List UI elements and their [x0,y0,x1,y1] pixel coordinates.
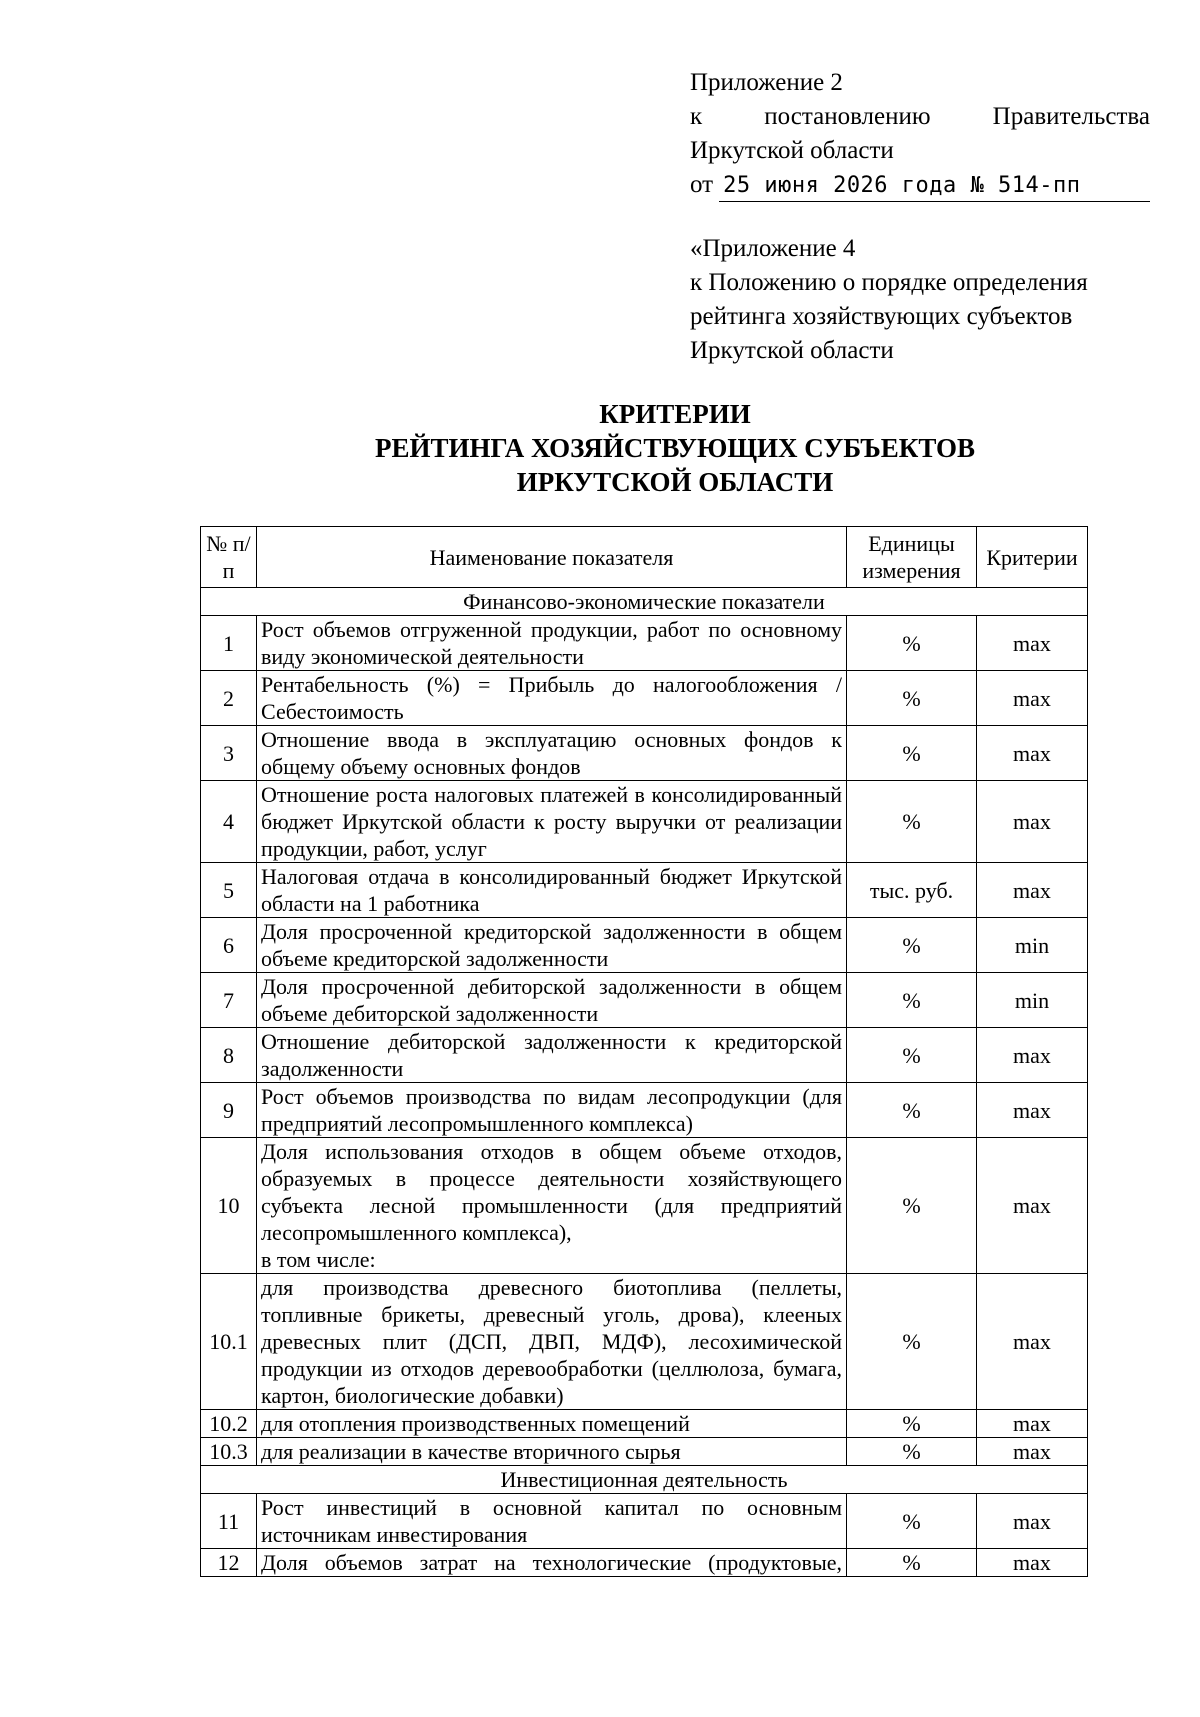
section-row [201,588,1088,616]
row-unit: % [847,671,977,726]
title-line-3: ИРКУТСКОЙ ОБЛАСТИ [516,467,834,497]
row-criterion: max [977,1494,1088,1549]
row-number: 2 [201,671,257,726]
header-indicator-name: Наименование показателя [257,527,847,588]
row-criterion: min [977,973,1088,1028]
row-unit: % [847,1410,977,1438]
row-number: 1 [201,616,257,671]
row-indicator: Отношение дебиторской задолженности к кредиторской задолженности [257,1028,847,1083]
row-number: 8 [201,1028,257,1083]
table-row [201,1274,1088,1410]
table-row [201,863,1088,918]
reference-line-2: к Положению о порядке определения [690,269,1088,296]
row-number: 10 [201,1138,257,1274]
row-criterion: max [977,1274,1088,1410]
row-indicator: Доля объемов затрат на технологические (продуктовые, [257,1549,847,1577]
annex-title: Приложение 2 [690,69,843,96]
row-number: 6 [201,918,257,973]
row-indicator: Доля просроченной кредиторской задолженности в общем объеме кредиторской задолженности [257,918,847,973]
table-row [201,1138,1088,1274]
row-criterion: max [977,1138,1088,1274]
row-unit: % [847,616,977,671]
annex-date-number: 25 июня 2026 года № 514-пп [719,171,1150,202]
row-criterion: max [977,781,1088,863]
row-unit: % [847,1494,977,1549]
row-criterion: max [977,1549,1088,1577]
table-row [201,1083,1088,1138]
row-indicator: для производства древесного биотоплива (пеллеты, топливные брикеты, древесный уголь, дрова), клееных древесных плит (ДСП, ДВП, МДФ), лесохимической продукции из отходов деревообработки (целлюлоза, бумага, картон, биологические добавки) [257,1274,847,1410]
table-row [201,1438,1088,1466]
row-indicator: Отношение роста налоговых платежей в консолидированный бюджет Иркутской области к росту выручки от реализации продукции, работ, услуг [257,781,847,863]
annex-from-label: от [690,171,714,198]
annex-decree-line [690,100,1150,134]
reference-line-1: «Приложение 4 [690,235,856,262]
row-unit: % [847,1138,977,1274]
table-row [201,1028,1088,1083]
section-title: Инвестиционная деятельность [201,1466,1088,1494]
row-number: 10.2 [201,1410,257,1438]
row-indicator-tail: в том числе: [261,1247,376,1272]
row-indicator [257,1138,847,1274]
row-criterion: max [977,616,1088,671]
row-indicator: Доля просроченной дебиторской задолженности в общем объеме дебиторской задолженности [257,973,847,1028]
row-indicator: Рост инвестиций в основной капитал по основным источникам инвестирования [257,1494,847,1549]
row-unit: % [847,726,977,781]
annex-government: Правительства [992,103,1150,130]
table-row [201,918,1088,973]
row-unit: % [847,1274,977,1410]
row-criterion: max [977,671,1088,726]
table-row [201,1549,1088,1577]
row-number: 9 [201,1083,257,1138]
row-criterion: max [977,1410,1088,1438]
table-row [201,616,1088,671]
row-indicator: Отношение ввода в эксплуатацию основных фондов к общему объему основных фондов [257,726,847,781]
row-unit: % [847,918,977,973]
row-number: 7 [201,973,257,1028]
row-criterion: max [977,863,1088,918]
title-line-2: РЕЙТИНГА ХОЗЯЙСТВУЮЩИХ СУБЪЕКТОВ [375,433,975,463]
row-unit: % [847,1028,977,1083]
row-criterion: min [977,918,1088,973]
row-number: 10.1 [201,1274,257,1410]
row-criterion: max [977,726,1088,781]
row-criterion: max [977,1083,1088,1138]
table-header-row [201,527,1088,588]
document-title [0,397,1200,499]
row-number: 10.3 [201,1438,257,1466]
reference-line-4: Иркутской области [690,337,894,364]
row-indicator: для реализации в качестве вторичного сырья [257,1438,847,1466]
header-units: Единицы измерения [847,527,977,588]
annex-to: к [690,103,703,130]
reference-block [690,232,1160,368]
header-number: № п/п [201,527,257,588]
row-number: 11 [201,1494,257,1549]
table-row [201,973,1088,1028]
table-row [201,726,1088,781]
row-unit: % [847,1549,977,1577]
section-row [201,1466,1088,1494]
row-number: 3 [201,726,257,781]
row-criterion: max [977,1028,1088,1083]
row-number: 4 [201,781,257,863]
row-indicator: Рост объемов отгруженной продукции, работ по основному виду экономической деятельности [257,616,847,671]
table-row [201,1494,1088,1549]
annex-decree: постановлению [764,103,931,130]
header-criteria: Критерии [977,527,1088,588]
annex-header [690,66,1150,202]
title-line-1: КРИТЕРИИ [599,399,751,429]
row-indicator: Рост объемов производства по видам лесопродукции (для предприятий лесопромышленного комплекса) [257,1083,847,1138]
row-unit: % [847,973,977,1028]
table-row [201,1410,1088,1438]
row-criterion: max [977,1438,1088,1466]
annex-date-line [690,168,1150,202]
criteria-table [200,526,1088,1577]
section-title: Финансово-экономические показатели [201,588,1088,616]
row-unit: % [847,1438,977,1466]
row-unit: % [847,1083,977,1138]
row-indicator: Налоговая отдача в консолидированный бюджет Иркутской области на 1 работника [257,863,847,918]
reference-line-3: рейтинга хозяйствующих субъектов [690,303,1073,330]
table-row [201,781,1088,863]
annex-region: Иркутской области [690,137,894,164]
row-indicator-text: Доля использования отходов в общем объеме отходов, образуемых в процессе деятельности хозяйствующего субъекта лесной промышленности (для предприятий лесопромышленного комплекса), [261,1139,842,1245]
row-indicator: для отопления производственных помещений [257,1410,847,1438]
table-row [201,671,1088,726]
row-unit: % [847,781,977,863]
row-indicator: Рентабельность (%) = Прибыль до налогообложения / Себестоимость [257,671,847,726]
row-number: 5 [201,863,257,918]
row-unit: тыс. руб. [847,863,977,918]
row-number: 12 [201,1549,257,1577]
